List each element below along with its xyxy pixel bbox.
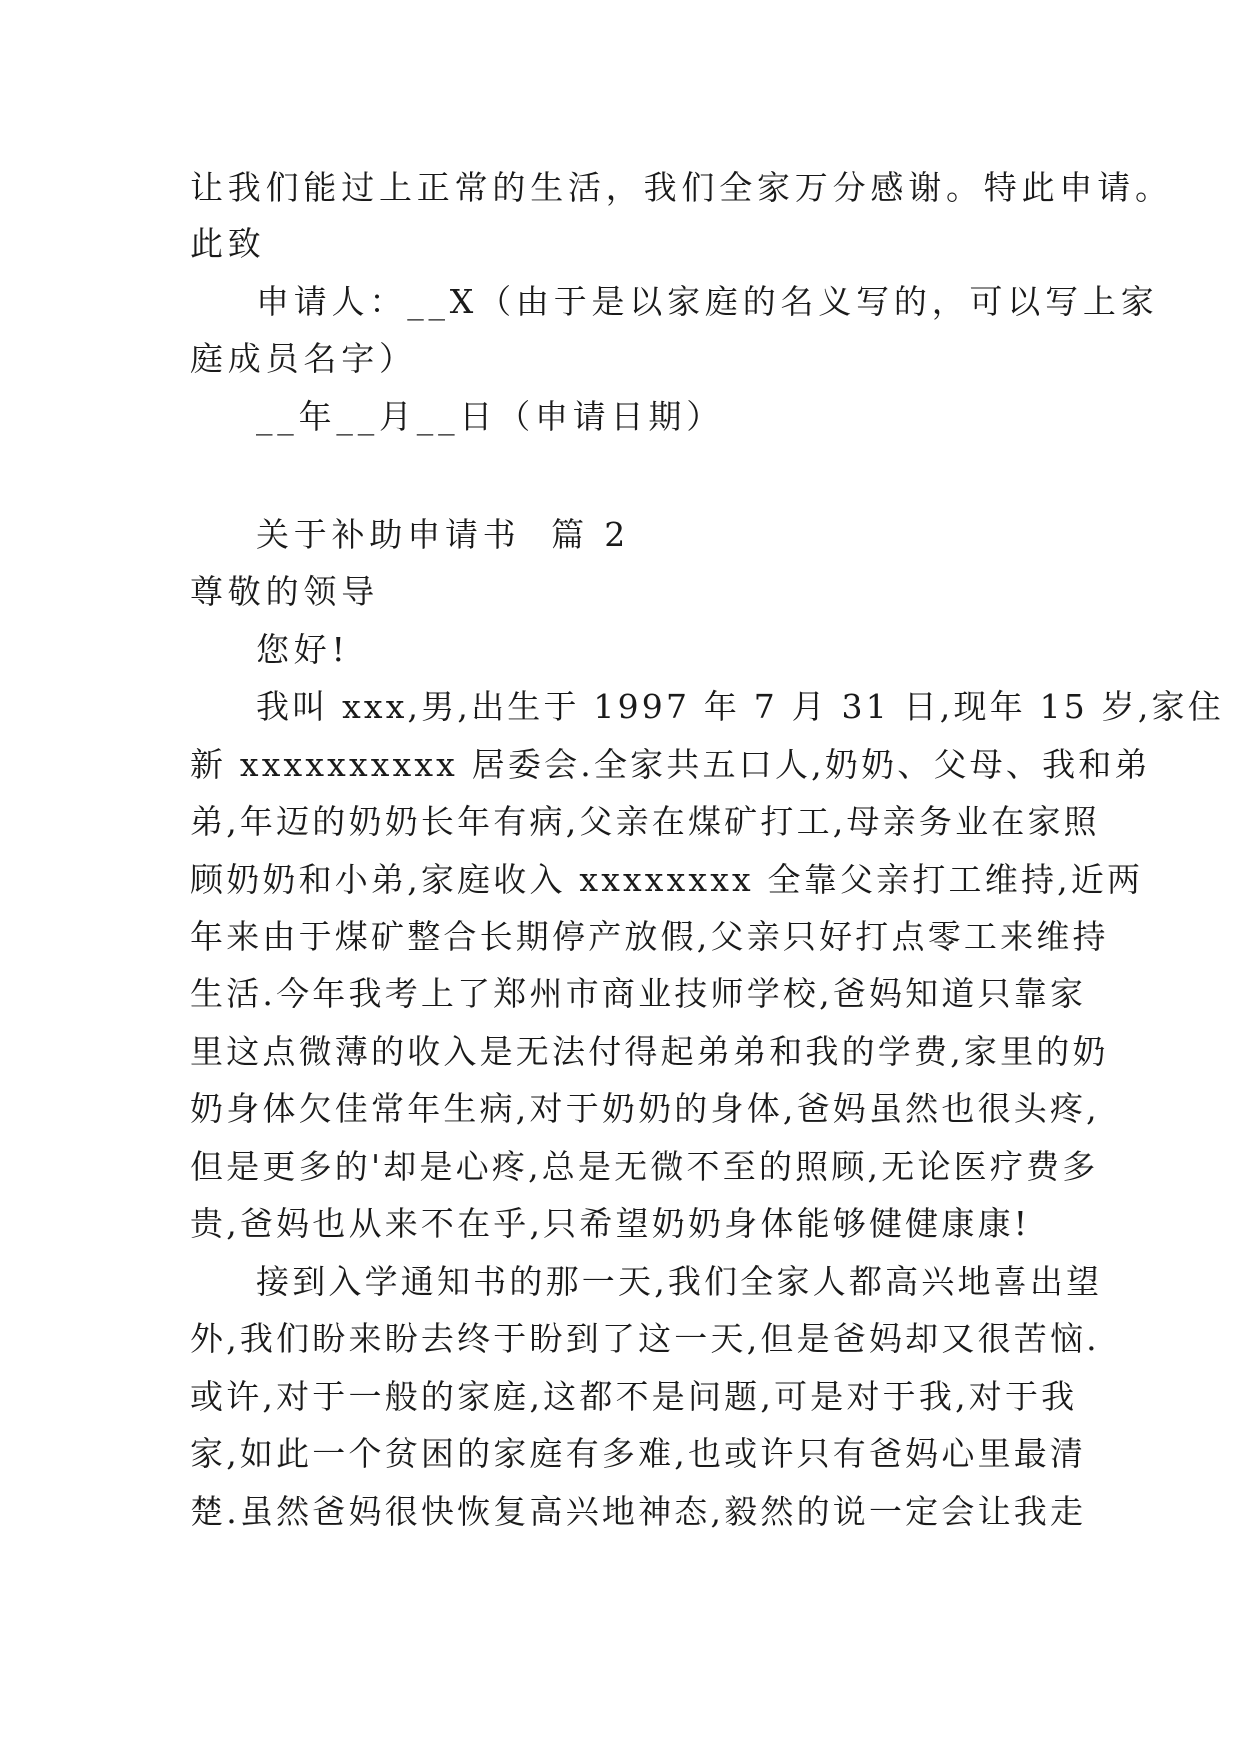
paragraph-1-line: 生活.今年我考上了郑州市商业技师学校,爸妈知道只靠家 [190, 974, 1087, 1013]
paragraph-1-line: 新 xxxxxxxxxx 居委会.全家共五口人,奶奶、父母、我和弟 [190, 745, 1151, 784]
paragraph-2-line: 或许,对于一般的家庭,这都不是问题,可是对于我,对于我 [190, 1377, 1078, 1416]
applicant-line-2: 庭成员名字） [190, 339, 417, 378]
greeting: 您好! [256, 630, 350, 669]
paragraph-1-line: 弟,年迈的奶奶长年有病,父亲在煤矿打工,母亲务业在家照 [190, 802, 1100, 841]
section-heading: 关于补助申请书 篇 2 [256, 515, 631, 554]
addressee: 尊敬的领导 [190, 572, 379, 611]
paragraph-2-line: 接到入学通知书的那一天,我们全家人都高兴地喜出望 [256, 1262, 1103, 1301]
closing-line: 让我们能过上正常的生活，我们全家万分感谢。特此申请。 [190, 168, 1173, 207]
applicant-line-1: 申请人：__X（由于是以家庭的名义写的，可以写上家 [256, 282, 1159, 321]
paragraph-2-line: 楚.虽然爸妈很快恢复高兴地神态,毅然的说一定会让我走 [190, 1492, 1087, 1531]
paragraph-1-line: 奶身体欠佳常年生病,对于奶奶的身体,爸妈虽然也很头疼, [190, 1089, 1100, 1128]
date-line: __年__月__日（申请日期） [256, 397, 724, 436]
paragraph-1-line: 但是更多的'却是心疼,总是无微不至的照顾,无论医疗费多 [190, 1147, 1099, 1186]
paragraph-2-line: 外,我们盼来盼去终于盼到了这一天,但是爸妈却又很苦恼. [190, 1319, 1100, 1358]
paragraph-1-line: 顾奶奶和小弟,家庭收入 xxxxxxxx 全靠父亲打工维持,近两 [190, 860, 1144, 899]
paragraph-2-line: 家,如此一个贫困的家庭有多难,也或许只有爸妈心里最清 [190, 1434, 1087, 1473]
paragraph-1-line: 我叫 xxx,男,出生于 1997 年 7 月 31 日,现年 15 岁,家住 [256, 687, 1224, 726]
paragraph-1-line: 里这点微薄的收入是无法付得起弟弟和我的学费,家里的奶 [190, 1032, 1109, 1071]
salutation: 此致 [190, 224, 266, 263]
paragraph-1-line: 年来由于煤矿整合长期停产放假,父亲只好打点零工来维持 [190, 917, 1109, 956]
paragraph-1-line: 贵,爸妈也从来不在乎,只希望奶奶身体能够健健康康! [190, 1204, 1031, 1243]
